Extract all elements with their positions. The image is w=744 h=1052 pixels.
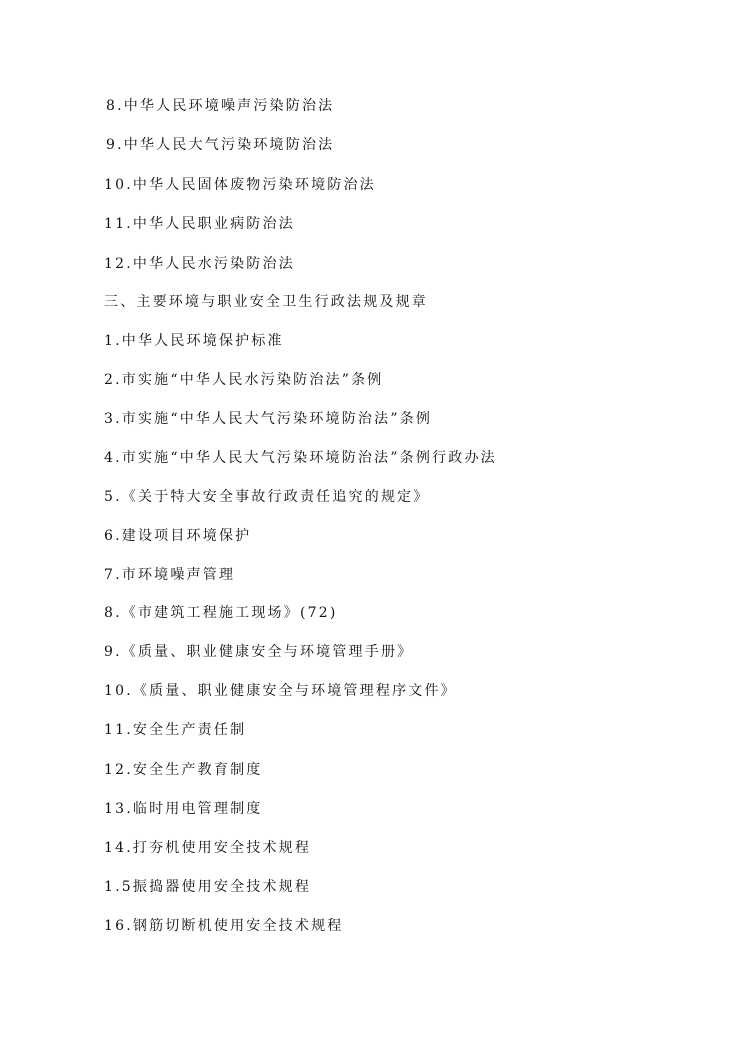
list-item: 16.钢筋切断机使用安全技术规程 (104, 918, 344, 934)
list-item: 9.中华人民大气污染环境防治法 (106, 137, 335, 153)
list-item: 1.5振捣器使用安全技术规程 (104, 879, 312, 895)
list-item: 8.《市建筑工程施工现场》(72) (104, 605, 338, 621)
list-item: 14.打夯机使用安全技术规程 (104, 840, 312, 856)
list-item: 8.中华人民环境噪声污染防治法 (106, 98, 335, 114)
list-item: 1.中华人民环境保护标准 (104, 333, 284, 349)
list-item: 11.安全生产责任制 (104, 722, 247, 738)
list-item: 12.中华人民水污染防治法 (104, 256, 295, 272)
list-item: 10.中华人民固体废物污染环境防治法 (104, 177, 376, 193)
list-item: 4.市实施“中华人民大气污染环境防治法”条例行政办法 (104, 450, 497, 466)
list-item: 9.《质量、职业健康安全与环境管理手册》 (104, 644, 414, 660)
list-item: 13.临时用电管理制度 (104, 801, 263, 817)
list-item: 11.中华人民职业病防治法 (104, 216, 295, 232)
list-item: 6.建设项目环境保护 (104, 528, 252, 544)
list-item: 2.市实施“中华人民水污染防治法”条例 (104, 372, 384, 388)
list-item: 12.安全生产教育制度 (104, 762, 263, 778)
section-heading: 三、主要环境与职业安全卫生行政法规及规章 (104, 294, 428, 310)
list-item: 5.《关于特大安全事故行政责任追究的规定》 (104, 489, 430, 505)
list-item: 10.《质量、职业健康安全与环境管理程序文件》 (104, 683, 457, 699)
list-item: 3.市实施“中华人民大气污染环境防治法”条例 (104, 411, 433, 427)
list-item: 7.市环境噪声管理 (104, 567, 236, 583)
